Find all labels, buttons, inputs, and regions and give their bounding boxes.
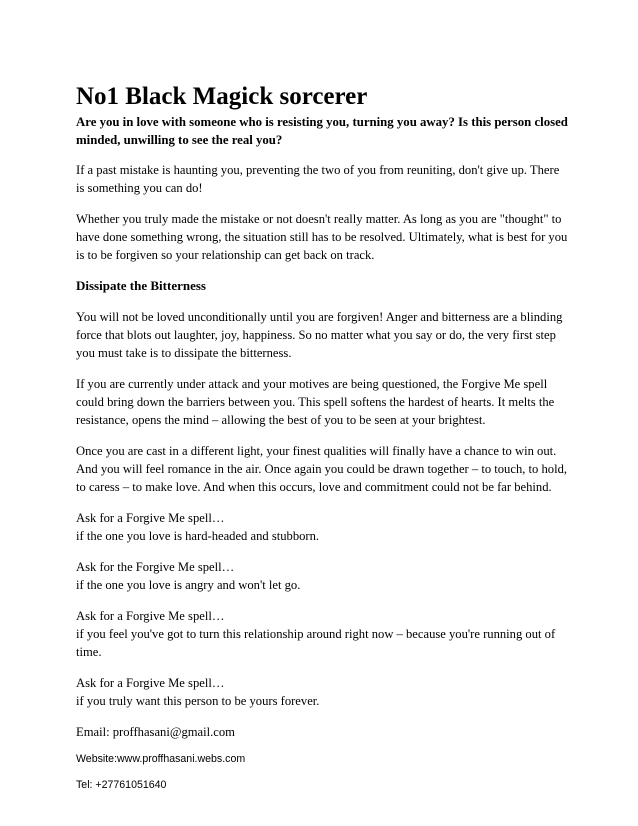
stanza-2-line-1: Ask for the Forgive Me spell… <box>76 560 235 574</box>
document-title: No1 Black Magick sorcerer <box>76 83 368 110</box>
stanza-3-line-2: if you feel you've got to turn this relationship around right now – because you're running out of time. <box>76 627 556 659</box>
stanza-3-line-1: Ask for a Forgive Me spell… <box>76 609 225 623</box>
stanza-4-line-2: if you truly want this person to be yours forever. <box>76 694 320 708</box>
contact-phone: Tel: +27761051640 <box>76 779 167 791</box>
section-paragraph-3: Once you are cast in a different light, your finest qualities will finally have a chance to win out. And you will feel romance in the air. Once again you could be drawn together – to touch, to hold, to caress – to make love. And when this occurs, love and commitment could not be far behind. <box>76 444 568 494</box>
stanza-4 <box>76 674 568 710</box>
section-paragraph-2: If you are currently under attack and your motives are being questioned, the Forgive Me spell could bring down the barriers between you. This spell softens the hardest of hearts. It melts the resistance, opens the mind – allowing the best of you to be seen at your brightest. <box>76 377 555 427</box>
contact-email: Email: proffhasani@gmail.com <box>76 725 235 739</box>
stanza-4-line-1: Ask for a Forgive Me spell… <box>76 676 225 690</box>
document-page <box>76 82 568 803</box>
stanza-2 <box>76 558 568 594</box>
stanza-1-line-2: if the one you love is hard-headed and stubborn. <box>76 529 320 543</box>
stanza-1 <box>76 509 568 545</box>
section-paragraph-1: You will not be loved unconditionally until you are forgiven! Anger and bitterness are a blinding force that blots out laughter, joy, happiness. So no matter what you say or do, the very first step you must take is to dissipate the bitterness. <box>76 310 563 360</box>
intro-paragraph-1: If a past mistake is haunting you, preventing the two of you from reuniting, don't give up. There is something you can do! <box>76 163 560 195</box>
stanza-1-line-1: Ask for a Forgive Me spell… <box>76 511 225 525</box>
section-heading: Dissipate the Bitterness <box>76 278 206 293</box>
document-subtitle: Are you in love with someone who is resisting you, turning you away? Is this person closed minded, unwilling to see the real you? <box>76 115 568 147</box>
intro-paragraph-2: Whether you truly made the mistake or not doesn't really matter. As long as you are "thought" to have done something wrong, the situation still has to be resolved. Ultimately, what is best for you is to be forgiven so your relationship can get back on track. <box>76 212 568 262</box>
stanza-3 <box>76 607 568 661</box>
contact-website: Website:www.proffhasani.webs.com <box>76 753 246 765</box>
stanza-2-line-2: if the one you love is angry and won't let go. <box>76 578 301 592</box>
